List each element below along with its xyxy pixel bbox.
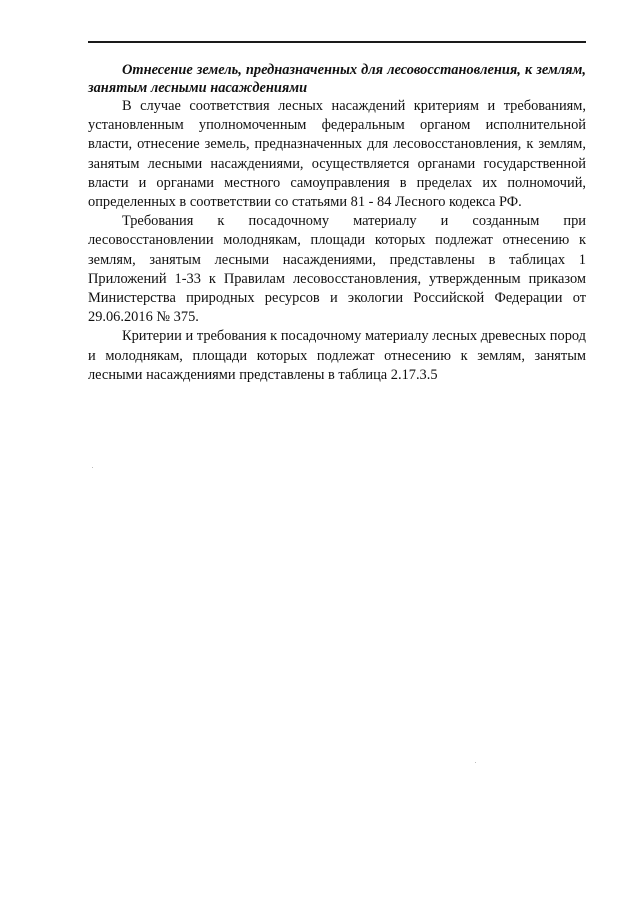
paragraph-1: В случае соответствия лесных насаждений критериям и требованиям, установленным уполномоченным федеральным органом исполнительной власти, отнесение земель, предназначенных для лесовосстановления, к землям, занятым лесными насаждениями, осуществляется органами государственной власти и органами местного самоуправления в пределах их полномочий, определенных в соответствии со статьями 81 - 84 Лесного кодекса РФ. <box>88 98 586 211</box>
paragraph-2: Требования к посадочному материалу и созданным при лесовосстановлении молоднякам, площади которых подлежат отнесению к землям, занятым лесными насаждениями, представлены в таблицах 1 Приложений 1-33 к Правилам лесовосстановления, утвержденным приказом Министерства природных ресурсов и экологии Российской Федерации от 29.06.2016 № 375. <box>88 213 586 326</box>
header-rule <box>88 41 586 43</box>
scan-speck <box>475 762 476 763</box>
paragraph-3: Критерии и требования к посадочному материалу лесных древесных пород и молоднякам, площади которых подлежат отнесению к землям, занятым лесными насаждениями представлены в таблица 2.17.3.5 <box>88 328 586 383</box>
document-body <box>88 62 586 385</box>
section-heading: Отнесение земель, предназначенных для лесовосстановления, к землям, занятым лесными насаждениями <box>88 62 586 96</box>
scan-speck <box>92 467 93 468</box>
